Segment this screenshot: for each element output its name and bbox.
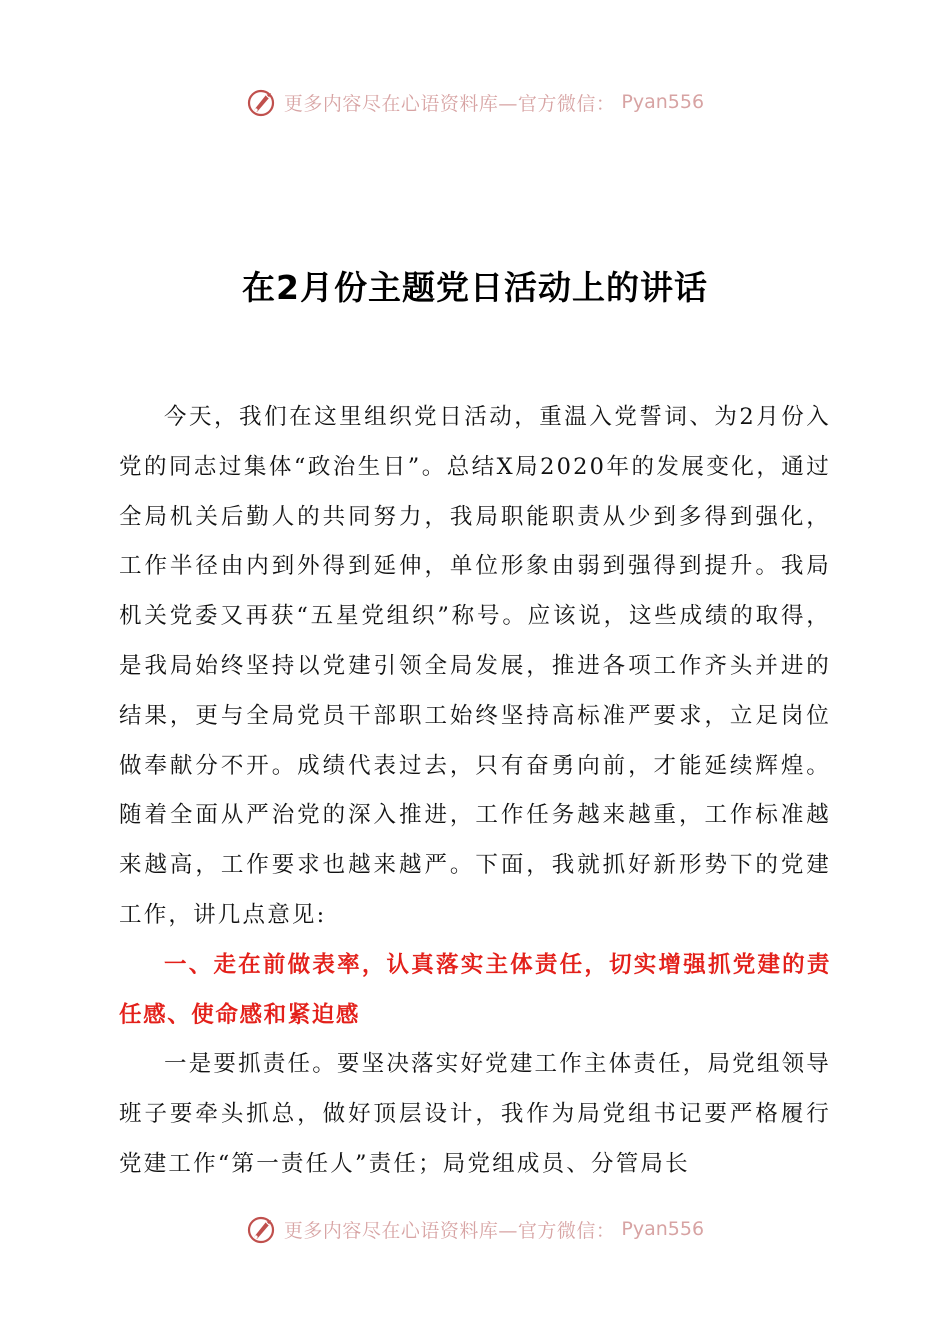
watermark-wechat-id: Pyan556 (621, 91, 705, 113)
footer-watermark (0, 1209, 950, 1249)
body-paragraph: 今天，我们在这里组织党日活动，重温入党誓词、为2月份入党的同志过集体“政治生日”。总结X局2020年的发展变化，通过全局机关后勤人的共同努力，我局职能职责从少到多得到强化，工作半径由内到外得到延伸，单位形象由弱到强得到提升。我局机关党委又再获“五星党组织”称号。应该说，这些成绩的取得，是我局始终坚持以党建引领全局发展，推进各项工作齐头并进的结果，更与全局党员干部职工始终坚持高标准严要求，立足岗位做奉献分不开。成绩代表过去，只有奋勇向前，才能延续辉煌。随着全面从严治党的深入推进，工作任务越来越重，工作标准越来越高，工作要求也越来越严。下面，我就抓好新形势下的党建工作，讲几点意见: (119, 404, 831, 928)
watermark-text: 更多内容尽在心语资料库—官方微信： (283, 92, 616, 115)
document-title: 在2月份主题党日活动上的讲话 (242, 268, 708, 307)
document-body (119, 393, 831, 1190)
body-paragraph: 一是要抓责任。要坚决落实好党建工作主体责任，局党组领导班子要牵头抓总，做好顶层设计，我作为局党组书记要严格履行党建工作“第一责任人”责任；局党组成员、分管局长 (119, 1051, 831, 1177)
watermark-wechat-id: Pyan556 (621, 1218, 705, 1240)
watermark-text: 更多内容尽在心语资料库—官方微信： (283, 1219, 616, 1242)
pen-nib-logo-icon (246, 86, 278, 118)
header-watermark (0, 82, 950, 122)
section-heading: 一、走在前做表率，认真落实主体责任，切实增强抓党建的责任感、使命感和紧迫感 (119, 951, 831, 1028)
pen-nib-logo-icon (246, 1213, 278, 1245)
